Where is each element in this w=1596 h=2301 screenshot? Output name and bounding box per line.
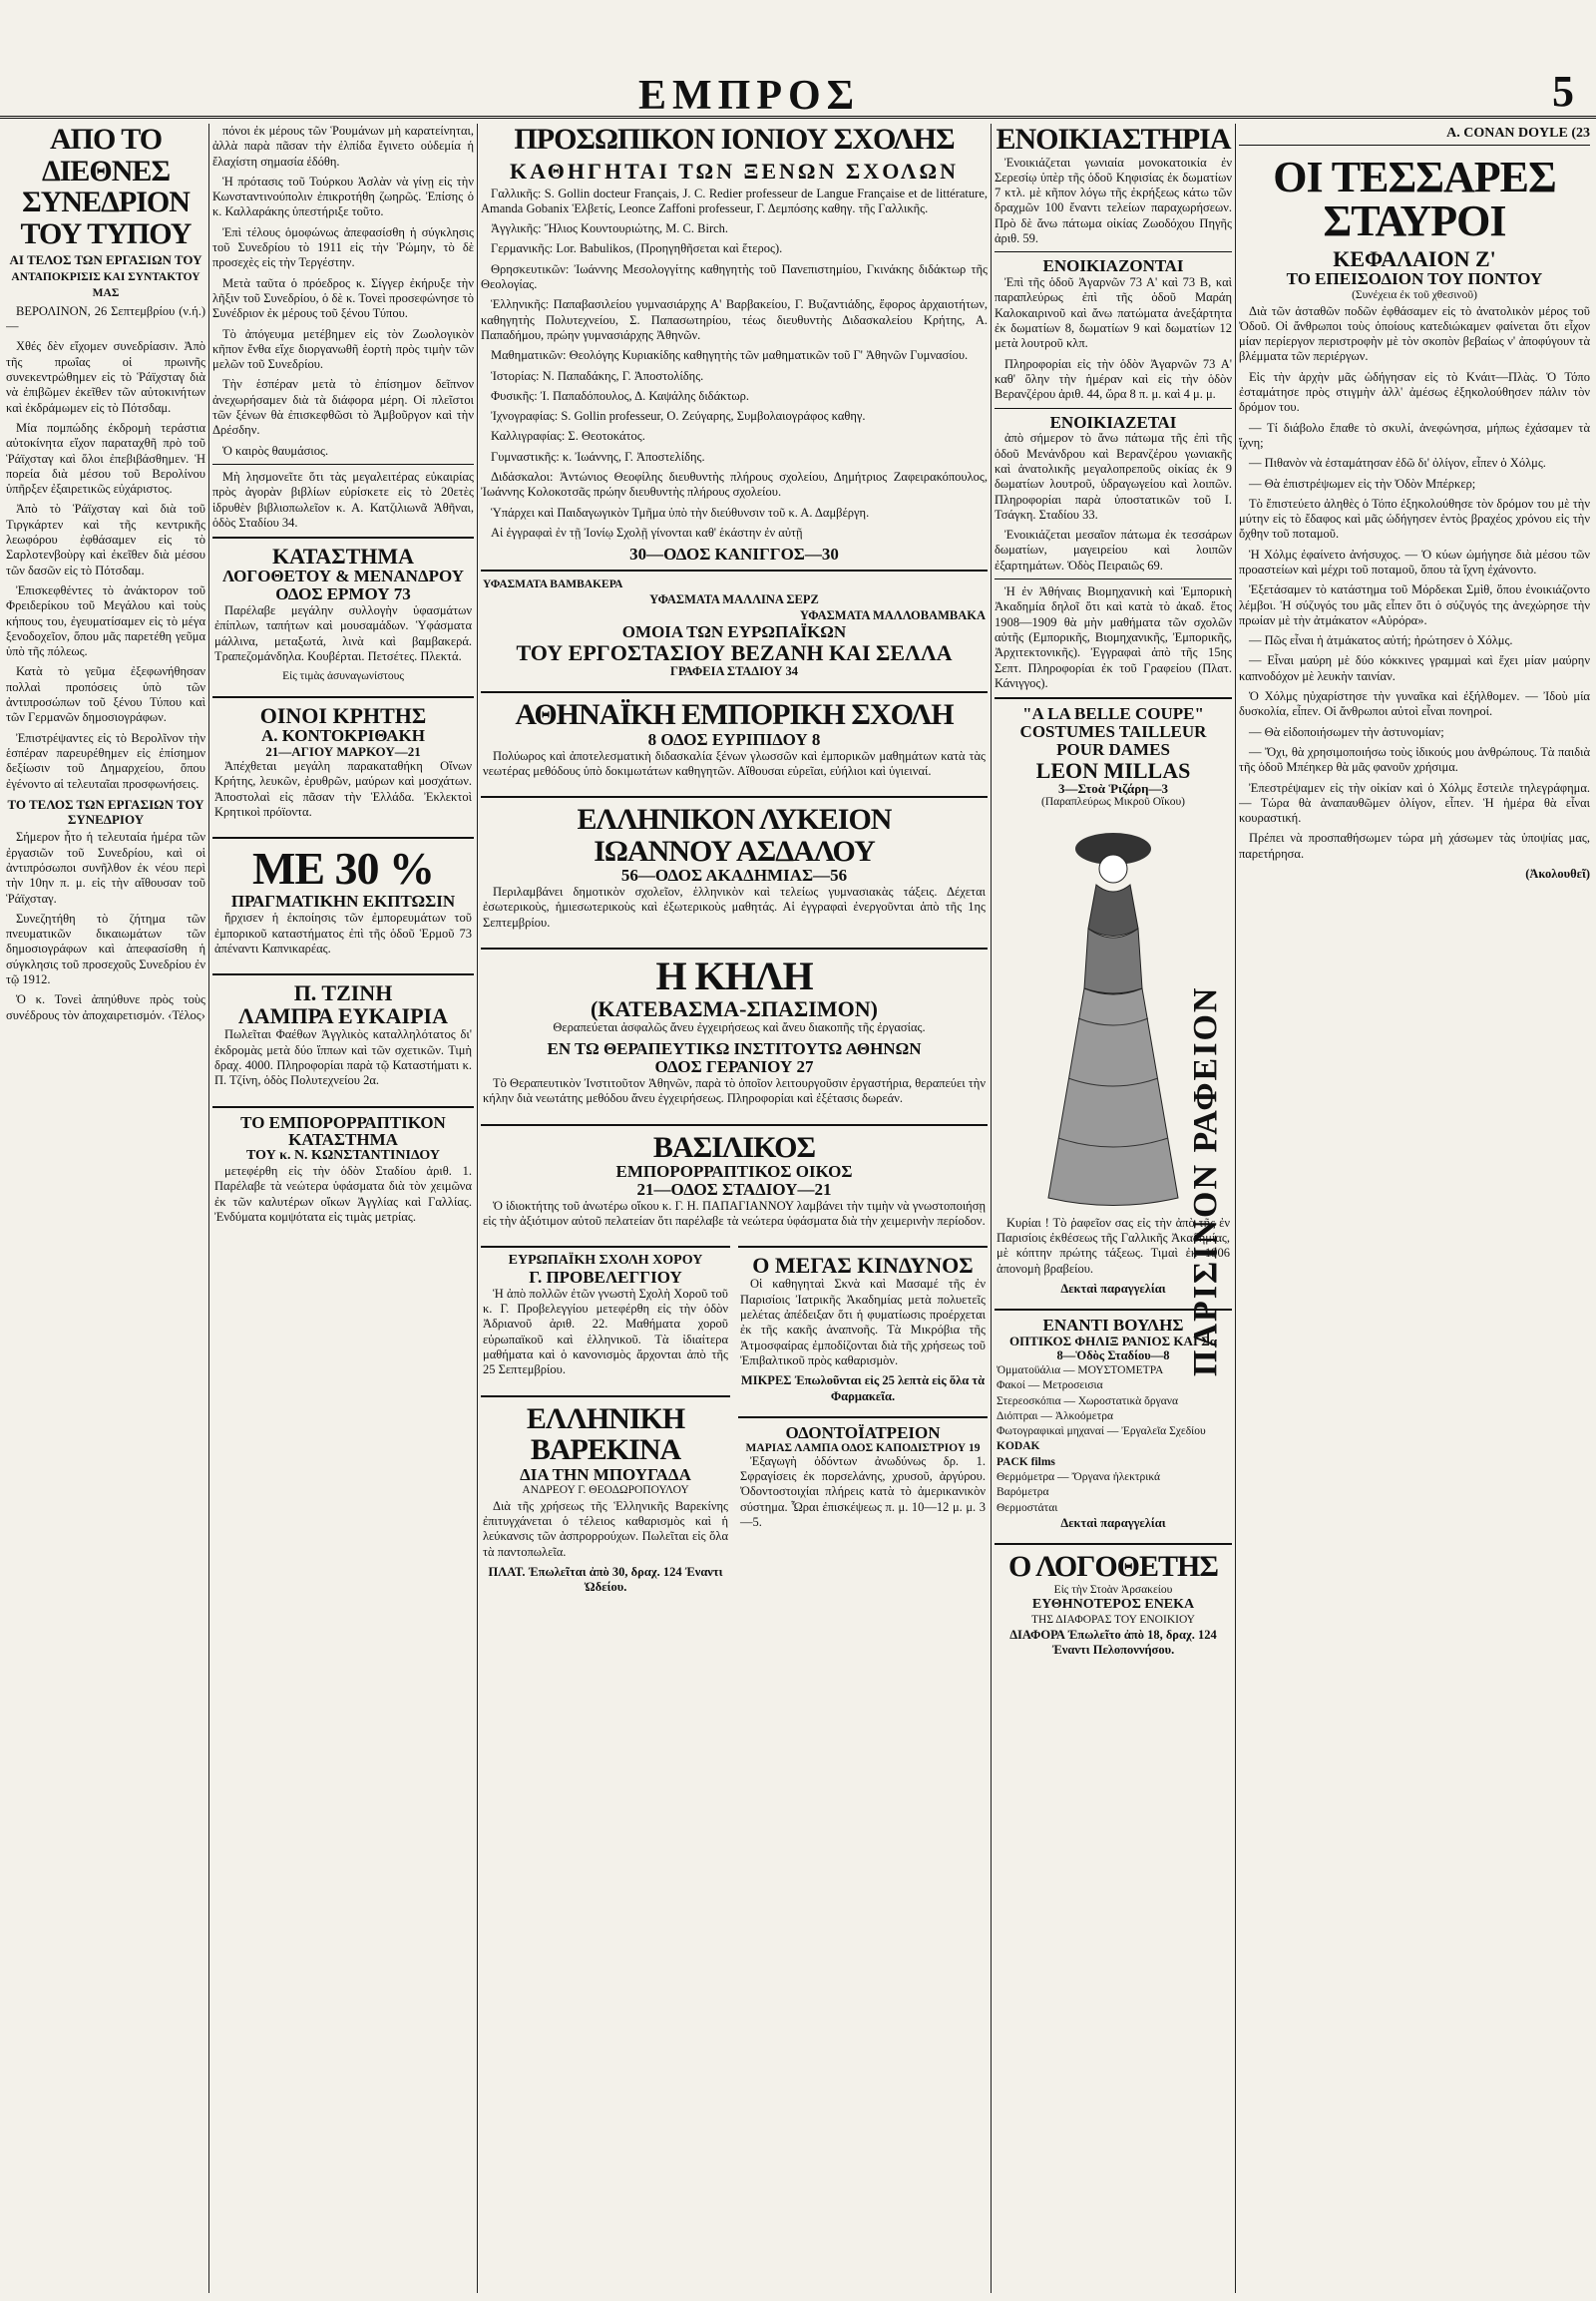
ad-lykeion	[481, 796, 988, 942]
ad-body: Διὰ τῆς χρήσεως τῆς Ἑλληνικῆς Βαρεκίνης ἐπιτυγχάνεται ὁ τέλειος καθαρισμὸς καὶ ἡ λεύκανσις τῶν ἀσπρορρούχων. Πωλεῖται εἰς ὅλα τὰ παντοπωλεῖα.	[483, 1498, 728, 1559]
ad-footer: ΠΛΑΤ. Ἐπωλεῖται ἀπὸ 30, δραχ. 124 Ἐναντι Ὠδείου.	[488, 1564, 723, 1595]
ad-row	[481, 1240, 988, 1601]
ad-body: Πωλεῖται Φαέθων Ἀγγλικὸς καταλληλότατος δι' ἐκδρομὰς μετὰ δύο ἵππων καὶ τῶν σχετικῶν. Τιμὴ δραχ. 4000. Πληροφορίαι παρὰ τῷ Καταστήματι κ. Π. Τζίνη, ὁδὸς Πολυτεχνείου 2α.	[214, 1027, 472, 1088]
paragraph: Συνεζητήθη τὸ ζήτημα τῶν πνευματικῶν δικαιωμάτων τῶν δημοσιογράφων καὶ ἀπεφασίσθη ἡ σύγκλησις τοῦ προσεχοῦς Συνεδρίου ἐν τῷ 1912.	[6, 911, 205, 987]
ad-subtitle: ΟΠΤΙΚΟΣ ΦΗΛΙΞ ΡΑΝΙΟΣ ΚΑΙ Σα	[1009, 1333, 1217, 1348]
ad-subtitle: ΠΡΑΓΜΑΤΙΚΗΝ ΕΚΠΤΩΣΙΝ	[230, 892, 456, 912]
serial-installment: (23	[1571, 126, 1590, 141]
paragraph: Ἐξετάσαμεν τὸ κατάστημα τοῦ Μόρδεκαι Σμὶθ, ὅπου ἐνοικιάζοντο λέμβοι. Ἡ σύζυγός του μᾶς εἶπεν ὅτι ὁ σύζυγός της ἀνεχώρησε τὴν πρωίαν μὲ τὴν ἀτμάκατον «Αὐρόρα».	[1239, 582, 1590, 627]
vertical-text: ΠΑΡΙΣΙΝΟΝ ΡΑΦΕΙΟΝ	[1187, 985, 1224, 1376]
dateline: ΒΕΡΟΛΙΝΟΝ, 26 Σεπτεμβρίου (ν.ή.)—	[6, 303, 205, 334]
serial-footer: (Ἀκολουθεῖ)	[1525, 867, 1590, 882]
classified: Ἐνοικιάζεται γωνιαία μονοκατοικία ἐν Σερεσίῳ ὑπὲρ τῆς ὁδοῦ Κηφισίας ἐκ δωματίων 7 κτλ. μὲ κῆπον λόγω τῆς ἐκρήξεως κάτω τῶν δραχμῶν 100 ἔναντι τελείων παραχωρήσεων. Πρὸ δὲ ἄνω πάτωμα οἰκίας Ζωοδόχου Πηγῆς ἀριθ. 59.	[995, 155, 1232, 245]
ad-discount	[212, 837, 474, 967]
classified: Ἐνοικιάζεται μεσαῖον πάτωμα ἐκ τεσσάρων δωματίων, μαγειρείου καὶ λοιπῶν ἐξαρτημάτων. Ὁδὸς Πειραιῶς 69.	[995, 528, 1232, 573]
ad-body: Περιλαμβάνει δημοτικὸν σχολεῖον, ἑλληνικὸν καὶ τελείως γυμνασιακὰς τάξεις. Δέχεται ἐσωτερικοὺς, ἡμιεσωτερικοὺς καὶ ἐξωτερικοὺς μαθητάς. Αἱ ἐγγραφαὶ ἐνεργοῦνται ἀπὸ τῆς 1ης Σεπτεμβρίου.	[483, 884, 986, 930]
ad-line: ΕΥΘΗΝΟΤΕΡΟΣ ΕΝΕΚΑ	[1031, 1596, 1195, 1612]
paragraph: Ἀπὸ τὸ Ῥάϊχσταγ καὶ διὰ τοῦ Τιργκάρτεν καὶ τῆς κεντρικῆς λεωφόρου ἐφθάσαμεν εἰς τὸ Σαρλοτενβοὺργ καὶ ἐκεῖθεν διὰ μέσου τῶν δασῶν εἰς τὸ Πότσδαμ.	[6, 502, 205, 577]
paragraph: Ὁ κ. Τονεὶ ἀπηύθυνε πρὸς τοὺς συνέδρους τὸν ἀποχαιρετισμόν. ‹Τέλος›	[6, 992, 205, 1022]
ad-footer: ΜΙΚΡΕΣ Ἐπωλοῦνται εἰς 25 λεπτὰ εἰς ὅλα τὰ Φαρμακεῖα.	[740, 1373, 986, 1403]
staff-entry: Γερμανικῆς: Lor. Babulikos, (Προηγηθῆσεται καὶ ἕτερος).	[491, 241, 783, 256]
ad-institute: ΕΝ ΤΩ ΘΕΡΑΠΕΥΤΙΚΩ ΙΝΣΤΙΤΟΥΤΩ ΑΘΗΝΩΝ	[547, 1039, 922, 1059]
paragraph: Ἐπὶ τέλους ὁμοφώνως ἀπεφασίσθη ἡ σύγκλησις τοῦ Συνεδρίου τὸ 1911 εἰς τὴν Ῥώμην, τὸ δὲ προσεχὲς εἰς τὴν Τεργέστην.	[212, 224, 474, 270]
ad-katastima	[212, 537, 474, 690]
paragraph: Κατὰ τὸ γεῦμα ἐξεφωνήθησαν πολλαὶ προπόσεις ὑπὸ τῶν ἀντιπροσώπων τοῦ ξένου Τύπου καὶ τῶν Γερμανῶν δημοσιογράφων.	[6, 664, 205, 725]
ad-body: Κυρίαι ! Τὸ ῥαφεῖον σας εἰς τὴν ἀπὸ τῆς ἐν Παρισίοις ἐκθέσεως τῆς Γαλλικῆς Ἀκαδημίας, μὲ κόπτην πρώτης τάξεως. Τιμαὶ ἐκ 1906 ἀπονομὴ βραβείου.	[997, 1215, 1230, 1276]
ad-subtitle: COSTUMES TAILLEUR	[1019, 721, 1207, 741]
ad-megas-kindynos	[738, 1246, 988, 1409]
ad-tzini	[212, 973, 474, 1099]
vertical-ad-label	[1187, 985, 1224, 1376]
section-headline: ΕΝΟΙΚΙΑΣΤΗΡΙΑ	[996, 124, 1231, 156]
ad-emporiki-scholi	[481, 691, 988, 790]
paragraph: — Θὰ εἰδοποιήσωμεν τὴν ἀστυνομίαν;	[1249, 724, 1444, 739]
classified-head: ΕΝΟΙΚΙΑΖΕΤΑΙ	[1049, 412, 1177, 432]
list-item: Διόπτραι — Ἀλκοόμετρα	[997, 1409, 1113, 1422]
ad-body: μετεφέρθη εἰς τὴν ὁδὸν Σταδίου ἀριθ. 1. Παρέλαβε τὰ νεώτερα ὑφάσματα διὰ τὸν χειμῶνα ἐκ τῶν καλυτέρων οἴκων Ἀγγλίας καὶ Γαλλίας. Ἐνδύματα κομψότατα εἰς τιμὰς μετρίας.	[214, 1163, 472, 1224]
paragraph: Ἐπισκεφθέντες τὸ ἀνάκτορον τοῦ Φρειδερίκου τοῦ Μεγάλου καὶ τοὺς κήπους του, ἐγευματίσαμεν εἰς τὸ μέγα ξενοδοχεῖον, ὅπου μᾶς παρετέθη γεῦμα ὑπὸ τῆς πόλεως.	[6, 582, 205, 659]
paragraph: Σήμερον ἦτο ἡ τελευταία ἡμέρα τῶν ἐργασιῶν τοῦ Συνεδρίου, καὶ οἱ ἀντιπρόσωποι συνῆλθον ἐκ νέου περὶ τὴν 10ην π. μ. εἰς τὴν αἴθουσαν τοῦ Ῥάϊχσταγ.	[6, 830, 205, 906]
paragraph: — Εἶναι μαύρη μὲ δύο κόκκινες γραμμαὶ καὶ ἔχει μίαν μαύρην καπνοδόχον μὲ λευκὴν ταινίαν.	[1239, 653, 1590, 683]
ad-line: ΥΦΑΣΜΑΤΑ ΜΑΛΛΟΒΑΜΒΑΚΑ	[799, 607, 986, 622]
ad-title: ΕΛΛΗΝΙΚΗ	[526, 1401, 685, 1435]
ad-dance-school	[481, 1246, 730, 1388]
ad-title: Π. ΤΖΙΝΗ	[293, 980, 393, 1006]
academy-notice: Ἡ ἐν Ἀθήναις Βιομηχανικὴ καὶ Ἐμπορικὴ Ἀκαδημία δηλοῖ ὅτι καὶ κατὰ τὸ ἀκαδ. ἔτος 1908—1909 θὰ μὴν μαθήματα τῶν σχολῶν αὐτῆς (Εμπορικῆς, Βιομηχανικῆς, Ἐμπορικῆς, Ἀρχιτεκτονικῆς). Ἐγγραφαὶ ἀπὸ τῆς 15ης Σεπτ. Πληροφορίαι ἐκ τοῦ Γραφείου (Πλατ. Κάνιγγος).	[995, 584, 1232, 690]
ad-line: ΥΦΑΣΜΑΤΑ ΒΑΜΒΑΚΕΡΑ	[483, 578, 623, 591]
list-item: Φωτογραφικαὶ μηχαναί — Ἐργαλεῖα Σχεδίου	[997, 1425, 1206, 1438]
ad-subtitle: Α. ΚΟΝΤΟΚΡΙΘΑΚΗ	[261, 726, 425, 746]
ad-subtitle: ΙΩΑΝΝΟΥ ΑΣΔΑΛΟΥ	[594, 834, 875, 868]
dress-illustration	[1038, 819, 1188, 1208]
divider	[995, 408, 1232, 409]
school-address: 30—ΟΔΟΣ ΚΑΝΙΓΓΟΣ—30	[629, 545, 839, 565]
ad-address: 21—ΟΔΟΣ ΣΤΑΔΙΟΥ—21	[636, 1179, 832, 1199]
ad-body: Οἱ καθηγηταὶ Σκνὰ καὶ Μασαμέ τῆς ἐν Παρισίοις Ἰατρικῆς Ἀκαδημίας μετὰ πολυετεῖς μελέτας ἀπέδειξαν ὅτι ἡ φυματίωσις προέρχεται ἐκ τῆς κακῆς ἀναπνοῆς. Τὰ Μικρόβια τῆς Ἀτμοσφαίρας ἐμποδίζονται διὰ τῆς χρήσεως τοῦ Ἐπιβαλτικοῦ πρὸς καθαρισμὸν.	[740, 1277, 986, 1367]
ad-body: Ἀπέχθεται μεγάλη παρακαταθήκη Οἴνων Κρήτης, λευκῶν, ἐρυθρῶν, μαύρων καὶ μοσχάτων. Ἀποστολαὶ εἰς πᾶσαν τὴν Ἑλλάδα. Ἐκλεκτοὶ Κρητικοὶ πρόϊοντα.	[214, 758, 472, 819]
staff-entry: Θρησκευτικῶν: Ἰωάννης Μεσολογγίτης καθηγητὴς τοῦ Πανεπιστημίου, Γκινάκης διδάκτωρ τῆς Θεολογίας.	[481, 261, 988, 292]
paragraph: Ὁ καιρὸς θαυμάσιος.	[222, 443, 329, 458]
paragraph: Ὁ Χόλμς ηὐχαρίστησε τὴν γυναῖκα καὶ ἐξήλθομεν. — Ἰδοὺ μία δυσκολία, εἶπεν. Οἱ ἄνθρωποι αὐτοὶ εἶναι πονηροί.	[1239, 689, 1590, 719]
bookstore-note: Μὴ λησμονεῖτε ὅτι τὰς μεγαλειτέρας εὐκαιρίας πρὸς ἀγορὰν βιβλίων εὑρίσκετε εἰς τὸ 20ετὲς ἱδρυθὲν βιβλιοπωλεῖον κ. Α. Κατζιλιωνᾶ Ἀθῆναι, ὁδὸς Σταδίου 34.	[212, 469, 474, 530]
column-divider	[991, 124, 992, 2293]
ad-logothetis	[995, 1543, 1232, 1664]
ad-title: Ο ΜΕΓΑΣ ΚΙΝΔΥΝΟΣ	[752, 1253, 974, 1279]
ad-body: Παρέλαβε μεγάλην συλλογὴν ὑφασμάτων ἐπίπλων, ταπήτων καὶ μουσαμάδων. Ὑφάσματα μάλλινα, μεταξωτά, λινὰ καὶ βαμβακερά. Τραπεζομάνδηλα. Κουβέρται. Πετσέτες. Πλεκτά.	[214, 602, 472, 663]
list-item: Θερμόμετρα — Ὄργανα ἠλεκτρικά	[997, 1471, 1161, 1483]
list-item: Θερμοστάται	[997, 1501, 1058, 1514]
ad-subtitle: POUR DAMES	[1056, 739, 1170, 759]
serial-author: Α. CONAN DOYLE	[1446, 126, 1568, 141]
ad-title: ΚΑΤΑΣΤΗΜΑ	[271, 544, 415, 570]
ad-title: "A LA BELLE COUPE"	[1022, 704, 1204, 724]
classified: Πληροφορίαι εἰς τὴν ὁδὸν Ἀγαρνῶν 73 Α' καθ' ὅλην τὴν ἡμέραν καὶ εἰς τὴν ὁδὸν Βερανζέρου ἀριθ. 44, ὥρα 8 π. μ. καὶ 4 μ. μ.	[995, 356, 1232, 402]
column-2	[212, 124, 474, 2293]
column-1	[6, 124, 205, 2293]
classified-head: ΕΝΟΙΚΙΑΖΟΝΤΑΙ	[1042, 256, 1184, 276]
newspaper-title: ΕΜΠΡΟΣ	[638, 73, 861, 119]
ad-title: ΜΕ 30 %	[251, 843, 435, 895]
paragraph: — Πῶς εἶναι ἡ ἀτμάκατος αὐτή; ἠρώτησεν ὁ Χόλμς.	[1249, 633, 1513, 648]
ad-title: ΟΔΟΝΤΟΪΑΤΡΕΙΟΝ	[785, 1422, 941, 1442]
staff-entry: Ἑλληνικῆς: Παπαβασιλείου γυμνασιάρχης Α' Βαρβακείου, Γ. Βυζαντιάδης, ἔφορος ἀρχαιοτήτων, καθηγητὴς Πολυτεχνείου, Σ. Παπασωτηρίου, τέως διευθυντὴς Διδασκαλείου Κρήτης, Α. Παπαδήμου, πρώην γυμνασιάρχης Ἀθηνῶν.	[481, 297, 988, 342]
ad-address: (Παραπλεύρως Μικροῦ Οἴκου)	[1041, 796, 1185, 809]
paragraph: Μετὰ ταῦτα ὁ πρόεδρος κ. Σίγγερ ἐκήρυξε τὴν λῆξιν τοῦ Συνεδρίου, ὁ δὲ κ. Τονεὶ προσεφώνησε τὸ Συνέδριον ἐκ μέρους τοῦ ξένου Τύπου.	[212, 275, 474, 321]
ad-subtitle: Γ. ΠΡΟΒΕΛΕΓΓΙΟΥ	[529, 1268, 682, 1288]
ad-subtitle: ΜΑΡΙΑΣ ΛΑΜΠΑ ΟΔΟΣ ΚΑΠΟΔΙΣΤΡΙΟΥ 19	[745, 1441, 981, 1454]
staff-entry: Ὑπάρχει καὶ Παιδαγωγικὸν Τμῆμα ὑπὸ τὴν διεύθυνσιν τοῦ κ. Α. Δαμβέργη.	[491, 505, 870, 520]
ad-subtitle: ΤΟΥ κ. Ν. ΚΩΝΣΤΑΝΤΙΝΙΔΟΥ	[245, 1148, 441, 1164]
ad-title: ΕΥΡΩΠΑΪΚΗ ΣΧΟΛΗ ΧΟΡΟΥ	[508, 1253, 703, 1269]
staff-entry: Καλλιγραφίας: Σ. Θεοτοκάτος.	[491, 429, 645, 444]
masthead	[0, 60, 1596, 119]
ad-title: ΕΛΛΗΝΙΚΟΝ ΛΥΚΕΙΟΝ	[577, 803, 892, 837]
list-item: Βαρόμετρα	[997, 1486, 1049, 1499]
ad-title: ΑΘΗΝΑΪΚΗ ΕΜΠΟΡΙΚΗ ΣΧΟΛΗ	[515, 698, 954, 732]
ad-address: 21—ΑΓΙΟΥ ΜΑΡΚΟΥ—21	[265, 744, 421, 760]
paragraph: — Πιθανὸν νὰ ἐσταμάτησαν ἐδῶ δι' ὀλίγον, εἶπεν ὁ Χόλμς.	[1249, 456, 1546, 471]
ad-subtitle: ΕΜΠΟΡΟΡΡΑΠΤΙΚΟΣ ΟΙΚΟΣ	[615, 1162, 853, 1182]
ad-footer: ΔΙΑΦΟΡΑ Ἐπωλεῖτο ἀπὸ 18, δραχ. 124 Ἐναντι Πελοποννήσου.	[1009, 1627, 1217, 1658]
divider	[212, 464, 474, 465]
staff-entry: Ἀγγλικῆς: Ἤλιος Κουντουριώτης, M. C. Birch.	[491, 221, 729, 236]
ad-subtitle: ΔΙΑ ΤΗΝ ΜΠΟΥΓΑΔΑ	[520, 1464, 691, 1484]
list-item: Ὀμματοϋάλια — ΜΟΥΣΤΟΜΕΤΡΑ	[997, 1363, 1164, 1376]
column-5	[1239, 124, 1590, 2293]
ad-address: ΟΔΟΣ ΓΕΡΑΝΙΟΥ 27	[654, 1057, 814, 1077]
ad-title: ΟΙΝΟΙ ΚΡΗΤΗΣ	[259, 703, 427, 729]
list-item: Φακοί — Μετρoσεισια	[997, 1379, 1103, 1392]
chapter-title: ΚΕΦΑΛΑΙΟΝ Ζ'	[1333, 246, 1496, 272]
ad-body: Τὸ Θεραπευτικὸν Ἰνστιτοῦτον Ἀθηνῶν, παρὰ τὸ ὁποῖον λειτουργοῦσιν ἐργαστήρια, θεραπεύει τὴν κήλην διὰ νεωτάτης μεθόδου ἄνευ ἐγχειρήσεως. Πληροφορίαι καὶ ἐξέτασις δωρεάν.	[483, 1075, 986, 1106]
paragraph: Εἰς τὴν ἀρχὴν μᾶς ὡδήγησαν εἰς τὸ Κνάιτ—Πλὰς. Ὁ Τόπο ἐσταμάτησε πρὸς στιγμὴν ἀλλ' ἀμέσως ἐξηκολούθησεν πάλιν τὸν δρόμον του.	[1239, 369, 1590, 415]
paragraph: πόνοι ἐκ μέρους τῶν Ῥουμάνων μὴ καρατείνηται, ἀλλὰ παρὰ πᾶσαν τὴν ἐλπίδα ἔγινετο οὐδεμία ἡ ἔλαχίστη σημασία ἐδόθη.	[212, 124, 474, 169]
staff-entry: Αἱ ἐγγραφαὶ ἐν τῇ Ἰονίῳ Σχολῇ γίνονται καθ' ἑκάστην ἐν αὐτῇ	[491, 525, 803, 540]
staff-entry: Φυσικῆς: Ἰ. Παπαδόπουλος, Δ. Καψάλης διδάκτωρ.	[491, 388, 750, 403]
ad-dentist	[738, 1416, 988, 1541]
column-divider	[477, 124, 478, 2293]
ad-name: LEON MILLAS	[1035, 757, 1191, 783]
ad-body: Θεραπεύεται ἀσφαλῶς ἄνευ ἐγχειρήσεως καὶ ἄνευ διακοπῆς τῆς ἐργασίας.	[553, 1019, 926, 1034]
ad-body: Ἐξαγωγὴ ὀδόντων ἀνωδύνως δρ. 1. Σφραγίσεις ἐκ πορσελάνης, χρυσοῦ, ἀργύρου. Ὀδοντοστοιχίαι πλήρεις κατὰ τὸ ἀμερικανικὸν σύστημα. Ὧραι ἐπισκέψεως π. μ. 10—12 μ. μ. 3—5.	[740, 1453, 986, 1529]
paragraph: Τὸ ἔπιστεύετο ἀληθὲς ὁ Τόπο ἐξηκολούθησε τὸν δρόμον του μὲ τὴν μύτην εἰς τὸ ἔδαφος καὶ μᾶς ὡδήγησεν ἐντὸς βραχέος χρόνου εἰς τὴν ὄχθην τοῦ ποταμοῦ.	[1239, 496, 1590, 542]
ad-title: ΒΑΣΙΛΙΚΟΣ	[652, 1130, 816, 1164]
paragraph: — Τί διάβολο ἔπαθε τὸ σκυλί, ἀνεφώνησα, μήπως ἐχάσαμεν τὰ ἴχνη;	[1239, 420, 1590, 450]
classified: ἀπὸ σήμερον τὸ ἄνω πάτωμα τῆς ἐπὶ τῆς ὁδοῦ Μενάνδρου καὶ Βερανζέρου γωνιακῆς καὶ ἀνατολικῆς μεγαλοπρεποῦς οἰκίας ἐκ 9 δωματίων λουτροῦ, ὑδραγωγείου καὶ λοιπῶν. Πληροφορίαι παρὰ ὑποστατικῶν τοῦ Ι. Τσάγκη. Σταδίου 33.	[995, 431, 1232, 522]
ad-kili	[481, 948, 988, 1118]
paragraph: Ἡ πρότασις τοῦ Τούρκου Ἀσλὰν νὰ γίνῃ εἰς τὴν Κωνσταντινούπολιν ἐπικροτήθη ζωηρῶς. Ἐπίσης ὁ κ. Καλλαράκης ὑπεστήριξε τοῦτο.	[212, 174, 474, 219]
paragraph: Ἐπιστρέψαντες εἰς τὸ Βερολῖνον τὴν ἑσπέραν παρευρέθημεν εἰς ἐπίσημον δεξίωσιν τοῦ Δημαρχείου, ὅπου ἐγένοντο αἱ τελευταῖαι προσφωνήσεις.	[6, 730, 205, 791]
paragraph: Τὸ ἀπόγευμα μετέβημεν εἰς τὸν Ζωολογικὸν κῆπον ἔνθα εἴχε διοργανωθῆ ἑορτὴ πρὸς τιμὴν τῶν μελῶν τοῦ Συνεδρίου.	[212, 326, 474, 372]
article-byline: ΑΝΤΑΠΟΚΡΙΣΙΣ ΚΑΙ ΣΥΝΤΑΚΤΟΥ ΜΑΣ	[11, 271, 200, 299]
episode-title: ΤΟ ΕΠΕΙΣΟΔΙΟΝ ΤΟΥ ΠΟΝΤΟΥ	[1286, 269, 1543, 289]
classified: Ἐπὶ τῆς ὁδοῦ Ἀγαρνῶν 73 Α' καὶ 73 Β, καὶ παραπλεύρως ἐπὶ τῆς ὁδοῦ Μαράη Καλοκαιρινοῦ καὶ ἄνω πατώματα ἀνεξάρτητα ἐκ δωματίων 8, δωματίων 9 καὶ δωματίων 12 μετὰ λουτροῦ κλπ.	[995, 275, 1232, 351]
paragraph: Ἐπεστρέψαμεν εἰς τὴν οἰκίαν καὶ ὁ Χόλμς ἔστειλε τηλεγράφημα. — Τώρα θὰ ἀναπαυθῶμεν ὀλίγον, εἶπεν. Ἡ ἡμέρα θὰ εἶναι κουραστική.	[1239, 780, 1590, 826]
ad-title: ΤΟ ΕΜΠΟΡΟΡΡΑΠΤΙΚΟΝ ΚΑΤΑΣΤΗΜΑ	[240, 1112, 446, 1150]
ad-footer: Δεκταὶ παραγγελίαι	[1060, 1281, 1166, 1296]
page-number: 5	[1552, 67, 1574, 116]
ad-maker: ΑΝΔΡΕΟΥ Γ. ΘΕΟΔΩΡΟΠΟΥΛΟΥ	[522, 1484, 689, 1497]
ad-address: 3—Στοὰ Ῥιζάρη—3	[1057, 780, 1169, 796]
column-3	[481, 124, 988, 2293]
ad-right-column	[738, 1240, 988, 1601]
divider	[995, 251, 1232, 252]
paragraph: Ἡ Χόλμς ἐφαίνετο ἀνήσυχος. — Ὁ κύων ὡμήγησε διὰ μέσου τῶν προαστείων καὶ μέχρι τοῦ ποταμοῦ, ὅπου τὰ ἴχνη ἐχάνοντο.	[1239, 547, 1590, 576]
staff-entry: Μαθηματικῶν: Θεολόγης Κυριακίδης καθηγητὴς τῶν μαθηματικῶν τοῦ Γ' Ἀθηνῶν Γυμνασίου.	[491, 348, 969, 363]
staff-entry: Γαλλικῆς: S. Gollin docteur Français, J. C. Redier professeur de Langue Française et de littérature, Amanda Gobanix Ἑλβετίς, Leonce Zaffoni professeur, Γ. Δεμπόσης καθηγ. τῆς Γαλλικῆς.	[481, 186, 988, 215]
ad-address: ΟΔΟΣ ΕΡΜΟΥ 73	[275, 584, 411, 604]
serial-header	[1239, 124, 1590, 146]
ad-subtitle: (ΚΑΤΕΒΑΣΜΑ-ΣΠΑΣΙΜΟΝ)	[591, 995, 878, 1021]
ad-title: ΤΟΥ ΕΡΓΟΣΤΑΣΙΟΥ ΒΕΖΑΝΗ ΚΑΙ ΣΕΛΛΑ	[516, 639, 953, 665]
ad-title: ΒΑΡΕΚΙΝΑ	[530, 1433, 681, 1467]
paragraph: Διὰ τῶν ἀσταθῶν ποδῶν ἐφθάσαμεν εἰς τὸ ἀνατολικὸν μέρος τοῦ Ὀδοῦ. Οἱ ἄνθρωποι τοὺς ὁποίους κατεδιώκαμεν φαίνεται ὅτι εἶχον μίαν περίεργον περιστροφὴν μὲ τὸν σκοπὸν βεβαίως ν' ἀποφύγουν τὰ βλέμματα τῶν περιέργων.	[1239, 303, 1590, 364]
ad-line: ΟΜΟΙΑ ΤΩΝ ΕΥΡΩΠΑΪΚΩΝ	[621, 621, 847, 641]
ad-footer: Δεκταὶ παραγγελίαι	[1060, 1515, 1166, 1530]
continued-note: (Συνέχεια ἐκ τοῦ χθεσινοῦ)	[1352, 289, 1477, 302]
ad-line: ΤΗΣ ΔΙΑΦΟΡΑΣ ΤΟΥ ΕΝΟΙΚΙΟΥ	[1031, 1613, 1195, 1626]
article-headline: ΑΠΟ ΤΟ ΔΙΕΘΝΕΣ ΣΥΝΕΔΡΙΟΝ ΤΟΥ ΤΥΠΟΥ	[20, 124, 192, 250]
paragraph: Μία πομπώδης ἐκδρομὴ τεράστια αὐτοκίνητα εἴχον παραταχθῆ πρὸ τοῦ Ῥάϊχσταγ καὶ ὅλοι ἐπεβιβάσθημεν. Ἡ πορεία διὰ μέσου τοῦ Βερολίνου ὑπῆρξεν ἐξαιρετικῶς εὐχάριστος.	[6, 420, 205, 497]
list-item: PACK films	[997, 1455, 1055, 1468]
ad-address: ΓΡΑΦΕΙΑ ΣΤΑΔΙΟΥ 34	[670, 663, 798, 678]
ad-body: ἤρχισεν ἡ ἐκποίησις τῶν ἐμπορευμάτων τοῦ ἐμπορικοῦ καταστήματος ἐπὶ τῆς ὁδοῦ Ἑρμοῦ 73 ἀπέναντι Καπνικαρέας.	[214, 911, 472, 956]
staff-entry: Ἰχνογραφίας: S. Gollin professeur, Ο. Ζεύγαρης, Συμβολαιογράφος καθηγ.	[491, 409, 866, 424]
ad-left-column	[481, 1240, 730, 1601]
column-divider	[1235, 124, 1236, 2293]
ad-oinoi-kritis	[212, 696, 474, 831]
ad-empororraptikon	[212, 1106, 474, 1237]
ad-title: ΕΝΑΝΤΙ ΒΟΥΛΗΣ	[1042, 1316, 1184, 1336]
article-subheadline: ΚΑΘΗΓΗΤΑΙ ΤΩΝ ΞΕΝΩΝ ΣΧΟΛΩΝ	[510, 158, 959, 184]
ad-footer: Εἰς τιμὰς ἀσυναγωνίστους	[282, 670, 404, 683]
article-headline: ΠΡΟΣΩΠΙΚΟΝ ΙΟΝΙΟΥ ΣΧΟΛΗΣ	[514, 124, 955, 156]
ad-body: Ὁ ἱδιοκτήτης τοῦ ἀνωτέρω οἴκου κ. Γ. Η. ΠΑΠΑΓΙΑΝΝΟΥ λαμβάνει τὴν τιμὴν νὰ γνωστοποιήσῃ εἰς τὴν ἀξιότιμον αὐτοῦ πελατείαν ὅτι παρέλαβε τὰ νεώτερα ὑφάσματα διὰ τὴν χειμερινὴν περίοδον.	[483, 1198, 986, 1229]
ad-subtitle: ΛΟΓΟΘΕΤΟΥ & ΜΕΝΑΝΔΡΟΥ	[221, 567, 465, 586]
ad-body: Πολύωρος καὶ ἀποτελεσματικὴ διδασκαλία ξένων γλωσσῶν καὶ ἐμπορικῶν μαθημάτων κατὰ τὰς νεωτέρας μεθόδους ὑπὸ δοκιμωτάτων καθηγητῶν. Αἴθουσαι εὐρεῖαι, εὐήλιοι καὶ ὑγιειναί.	[483, 748, 986, 778]
section-subhead: ΤΟ ΤΕΛΟΣ ΤΩΝ ΕΡΓΑΣΙΩΝ ΤΟΥ ΣΥΝΕΔΡΙΟΥ	[7, 796, 204, 828]
ad-line: ΥΦΑΣΜΑΤΑ ΜΑΛΛΙΝΑ ΣΕΡΖ	[649, 592, 819, 607]
paragraph: Πρέπει νὰ προσπαθήσωμεν τώρα μὴ χάσωμεν τὰς ὑποψίας μας, παρετήρησα.	[1239, 831, 1590, 861]
ad-address: 56—ΟΔΟΣ ΑΚΑΔΗΜΙΑΣ—56	[620, 866, 848, 886]
ad-varekina	[481, 1395, 730, 1602]
divider	[995, 578, 1232, 579]
article-subhead: ΑΙ ΤΕΛΟΣ ΤΩΝ ΕΡΓΑΣΙΩΝ ΤΟΥ	[9, 252, 202, 267]
ad-title: Ο ΛΟΓΟΘΕΤΗΣ	[1007, 1550, 1218, 1584]
staff-entry: Ἱστορίας: Ν. Παπαδάκης, Γ. Ἀποστολίδης.	[491, 368, 704, 383]
column-divider	[208, 124, 209, 2293]
list-item: KODAK	[997, 1440, 1040, 1453]
ad-vasilikos	[481, 1124, 988, 1241]
paragraph: Χθές δὲν εἴχομεν συνεδρίασιν. Ἀπὸ τῆς πρωΐας οἱ πρωινῆς συνεκεντρώθημεν εἰς τὸ Ῥάϊχσταγ διὰ νὰ ἐπιβῶμεν ἐκεῖθεν τῶν αὐτοκινήτων καὶ ἐκδράμωμεν εἰς τὸ Πότσδαμ.	[6, 339, 205, 415]
staff-entry: Διδάσκαλοι: Ἀντώνιος Θεοφίλης διευθυντὴς πλήρους σχολείου, Δημήτριος Ζαφειρακόπουλος, Ἰωάννης Κολοκοτσᾶς πρώην διευθυντὴς πλήρους σχολείου.	[481, 470, 988, 500]
ad-fabrics	[481, 570, 988, 685]
ad-subtitle: Εἰς τὴν Στοὰν Ἀρσακείου	[1053, 1583, 1173, 1596]
paragraph: — Θὰ ἐπιστρέψωμεν εἰς τὴν Ὀδὸν Μπέρκερ;	[1249, 476, 1476, 491]
ad-title: Η ΚΗΛΗ	[655, 953, 813, 998]
serial-title: ΟΙ ΤΕΣΣΑΡΕΣ ΣΤΑΥΡΟΙ	[1273, 153, 1556, 246]
staff-entry: Γυμναστικῆς: κ. Ἰωάννης, Γ. Ἀποστελίδης.	[491, 449, 705, 464]
paragraph: Τὴν ἑσπέραν μετὰ τὸ ἐπίσημον δεῖπνον ἀνεχωρήσαμεν διὰ τὰ διάφορα μέρη. Οἱ πλεῖστοι τῶν ξένων θὰ ἐπισκεφθῶσι τὸ Ἀμβοῦργον καὶ τὴν Δρέσδην.	[212, 377, 474, 438]
ad-address: 8 ΟΔΟΣ ΕΥΡΙΠΙΔΟΥ 8	[647, 729, 821, 749]
list-item: Στερεοσκόπια — Χωροστατικὰ ὄργανα	[997, 1394, 1178, 1407]
ad-address: 8—Ὁδὸς Σταδίου—8	[1056, 1347, 1170, 1362]
ad-subtitle: ΛΑΜΠΡΑ ΕΥΚΑΙΡΙΑ	[238, 1003, 448, 1029]
paragraph: — Ὄχι, θὰ χρησιμοποιήσω τοὺς ἰδικούς μου ἀνθρώπους. Τὰ παιδιὰ τῆς ὁδοῦ Μπέηκερ θὰ μᾶς φανοῦν χρήσιμα.	[1239, 744, 1590, 775]
ad-body: Ἡ ἀπὸ πολλῶν ἐτῶν γνωστὴ Σχολὴ Χοροῦ τοῦ κ. Γ. Προβελεγγίου μετεφέρθη εἰς τὴν ὁδὸν Ἀδριανοῦ ἀριθ. 22. Μαθήματα χοροῦ εὐρωπαϊκοῦ καὶ ἑλληνικοῦ. Τὰ ἰδιαίτερα μαθήματα καὶ ὁ κανονισμὸς ἄρχονται ἀπὸ τῆς 25 Σεπτεμβρίου.	[483, 1286, 728, 1377]
